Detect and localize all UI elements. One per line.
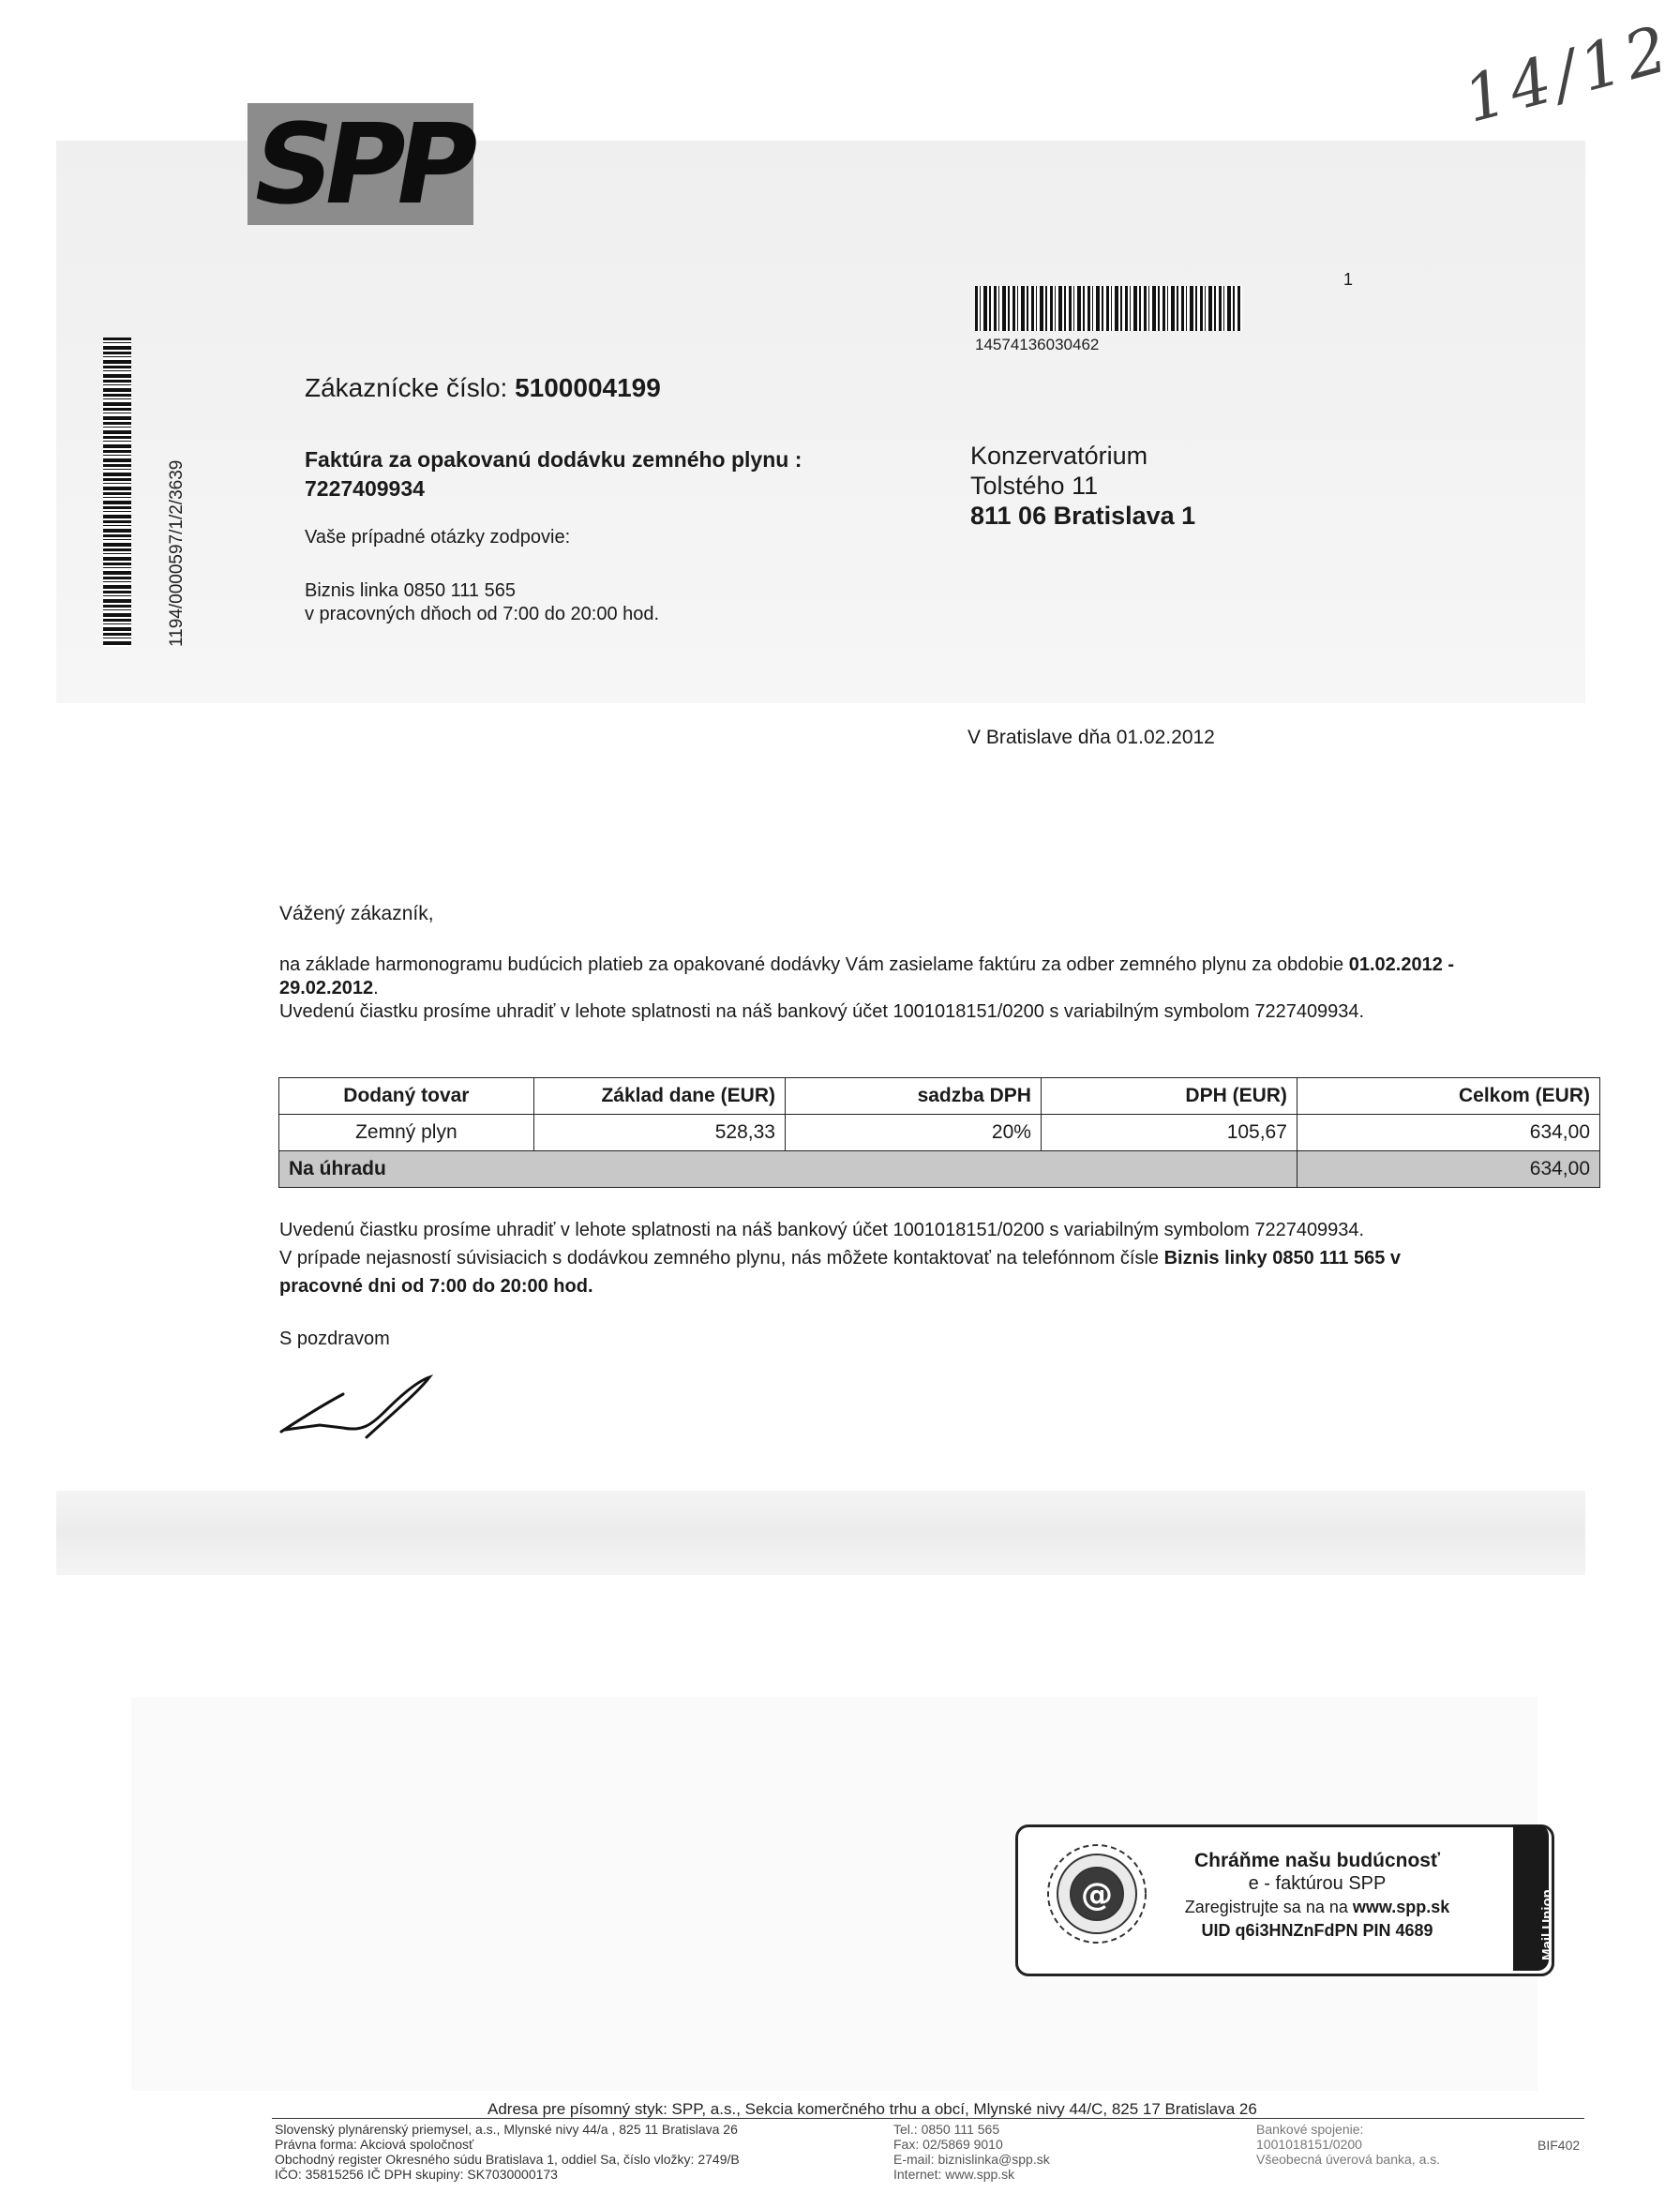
vertical-barcode-number: 1194/0000597/1/2/3639: [167, 459, 187, 647]
handwritten-note: 14/12: [1456, 11, 1680, 138]
billing-period-start: 01.02.2012 -: [1348, 954, 1455, 975]
recipient-street: Tolstého 11: [970, 472, 1099, 500]
customer-number-label: Zákaznícke číslo:: [305, 373, 508, 402]
hotline-info: [305, 579, 659, 626]
questions-label: Vaše prípadné otázky zodpovie:: [305, 527, 571, 548]
footer-tel: Tel.: 0850 111 565: [893, 2122, 1000, 2137]
invoice-number: 7227409934: [305, 476, 425, 501]
customer-number-value: 5100004199: [515, 373, 661, 402]
logo-text: SPP: [242, 99, 479, 229]
footer-fax: Fax: 02/5869 9010: [893, 2137, 1003, 2152]
email-at-icon: [1041, 1833, 1153, 1955]
spp-logo: [242, 99, 479, 229]
header-total: Celkom (EUR): [1297, 1078, 1599, 1115]
cell-vat-rate: 20%: [785, 1115, 1041, 1151]
promo-title: Chráňme našu budúcnosť: [1193, 1850, 1441, 1871]
at-symbol: @: [1081, 1876, 1113, 1914]
closing-hours: pracovné dni od 7:00 do 20:00 hod.: [279, 1276, 593, 1297]
amount-due-value: 634,00: [1297, 1151, 1599, 1188]
invoice-heading: [305, 445, 802, 503]
closing-hotline: Biznis linky 0850 111 565 v: [1163, 1248, 1402, 1269]
customer-number: [305, 373, 661, 403]
closing-line-1: Uvedenú čiastku prosíme uhradiť v lehote splatnosti na náš bankový účet 1001018151/0200 s variabilným symbolom 7227409934.: [279, 1220, 1365, 1240]
footer-company-name: Slovenský plynárenský priemysel, a.s., Mlynské nivy 44/a , 825 11 Bratislava 26: [275, 2122, 738, 2137]
footer-register: Obchodný register Okresného súdu Bratislava 1, oddiel Sa, číslo vložky: 2749/B: [275, 2152, 740, 2167]
hotline-hours: v pracovných dňoch od 7:00 do 20:00 hod.: [305, 604, 660, 624]
cell-tax-base: 528,33: [533, 1115, 785, 1151]
body-p1-text: na základe harmonogramu budúcich platieb za opakované dodávky Vám zasielame faktúru za odber zemného plynu za obdobie: [279, 954, 1349, 975]
scan-shading-lower: [56, 1491, 1585, 1575]
header-vat: DPH (EUR): [1041, 1078, 1297, 1115]
body-paragraph-2: Uvedenú čiastku prosíme uhradiť v lehote splatnosti na náš bankový účet 1001018151/0200 s variabilným symbolom 7227409934.: [279, 1001, 1365, 1022]
horizontal-barcode: [975, 286, 1242, 331]
footer-bank-name: Všeobecná úverová banka, a.s.: [1256, 2152, 1441, 2167]
page-number: 1: [1343, 270, 1354, 289]
body-paragraph-1: [279, 953, 1573, 1000]
header-tax-base: Základ dane (EUR): [533, 1078, 785, 1115]
mail-union-label: [1513, 1824, 1555, 1971]
closing-line-3: [279, 1272, 1592, 1300]
cell-vat: 105,67: [1041, 1115, 1297, 1151]
mail-union-text: Mail Union: [1539, 1889, 1555, 1960]
footer-bank-label: Bankové spojenie:: [1256, 2122, 1364, 2137]
cell-total: 634,00: [1297, 1115, 1599, 1151]
footer-legal-form: Právna forma: Akciová spoločnosť: [275, 2137, 474, 2152]
footer-email: E-mail: biznislinka@spp.sk: [893, 2152, 1050, 2167]
footer-web: Internet: www.spp.sk: [893, 2167, 1015, 2182]
recipient-name: Konzervatórium: [970, 442, 1148, 470]
promo-register-text: Zaregistrujte sa na na: [1184, 1898, 1353, 1916]
footer-postal-address: Adresa pre písomný styk: SPP, a.s., Sekcia komerčného trhu a obcí, Mlynské nivy 44/C, 825 17 Bratislava 26: [488, 2100, 1257, 2118]
regards: S pozdravom: [279, 1329, 390, 1349]
table-header-row: [279, 1078, 1600, 1115]
vertical-barcode: [103, 338, 131, 647]
closing-line-2-text: V prípade nejasností súvisiacich s dodávkou zemného plynu, nás môžete kontaktovať na telefónnom čísle: [279, 1248, 1164, 1269]
greeting: Vážený zákazník,: [279, 903, 434, 924]
footer-company-info: [275, 2122, 740, 2182]
invoice-table: [278, 1077, 1600, 1188]
invoice-title: Faktúra za opakovanú dodávku zemného plynu :: [305, 447, 802, 472]
amount-due-row: [279, 1151, 1600, 1188]
horizontal-barcode-number: 14574136030462: [975, 336, 1100, 353]
recipient-city: 811 06 Bratislava 1: [970, 502, 1196, 530]
promo-subtitle: e - faktúrou SPP: [1248, 1873, 1387, 1894]
letter-body: [279, 953, 1573, 1024]
cell-goods: Zemný plyn: [279, 1115, 534, 1151]
footer-divider: [272, 2118, 1584, 2119]
hotline-number: Biznis linka 0850 111 565: [305, 580, 516, 601]
footer-contacts: [893, 2122, 1050, 2182]
amount-due-label: Na úhradu: [279, 1151, 1298, 1188]
promo-register-site: www.spp.sk: [1352, 1898, 1450, 1916]
table-row: [279, 1115, 1600, 1151]
header-vat-rate: sadzba DPH: [785, 1078, 1041, 1115]
form-code: BIF402: [1538, 2138, 1581, 2153]
promo-register: [1153, 1898, 1481, 1917]
signature-image: [278, 1374, 437, 1444]
closing-line-2: [279, 1244, 1592, 1272]
header-goods: Dodaný tovar: [279, 1078, 534, 1115]
billing-period-end: 29.02.2012: [279, 978, 374, 998]
footer-bank: [1256, 2122, 1440, 2167]
footer-bank-account: 1001018151/0200: [1256, 2137, 1362, 2152]
promo-uid-pin: UID q6i3HNZnFdPN PIN 4689: [1201, 1921, 1433, 1940]
footer-ids: IČO: 35815256 IČ DPH skupiny: SK7030000173: [275, 2167, 558, 2182]
date-line: V Bratislave dňa 01.02.2012: [968, 727, 1215, 748]
closing-paragraph: [279, 1216, 1592, 1300]
recipient-address: [970, 441, 1195, 531]
body-p1-end: .: [373, 978, 379, 998]
